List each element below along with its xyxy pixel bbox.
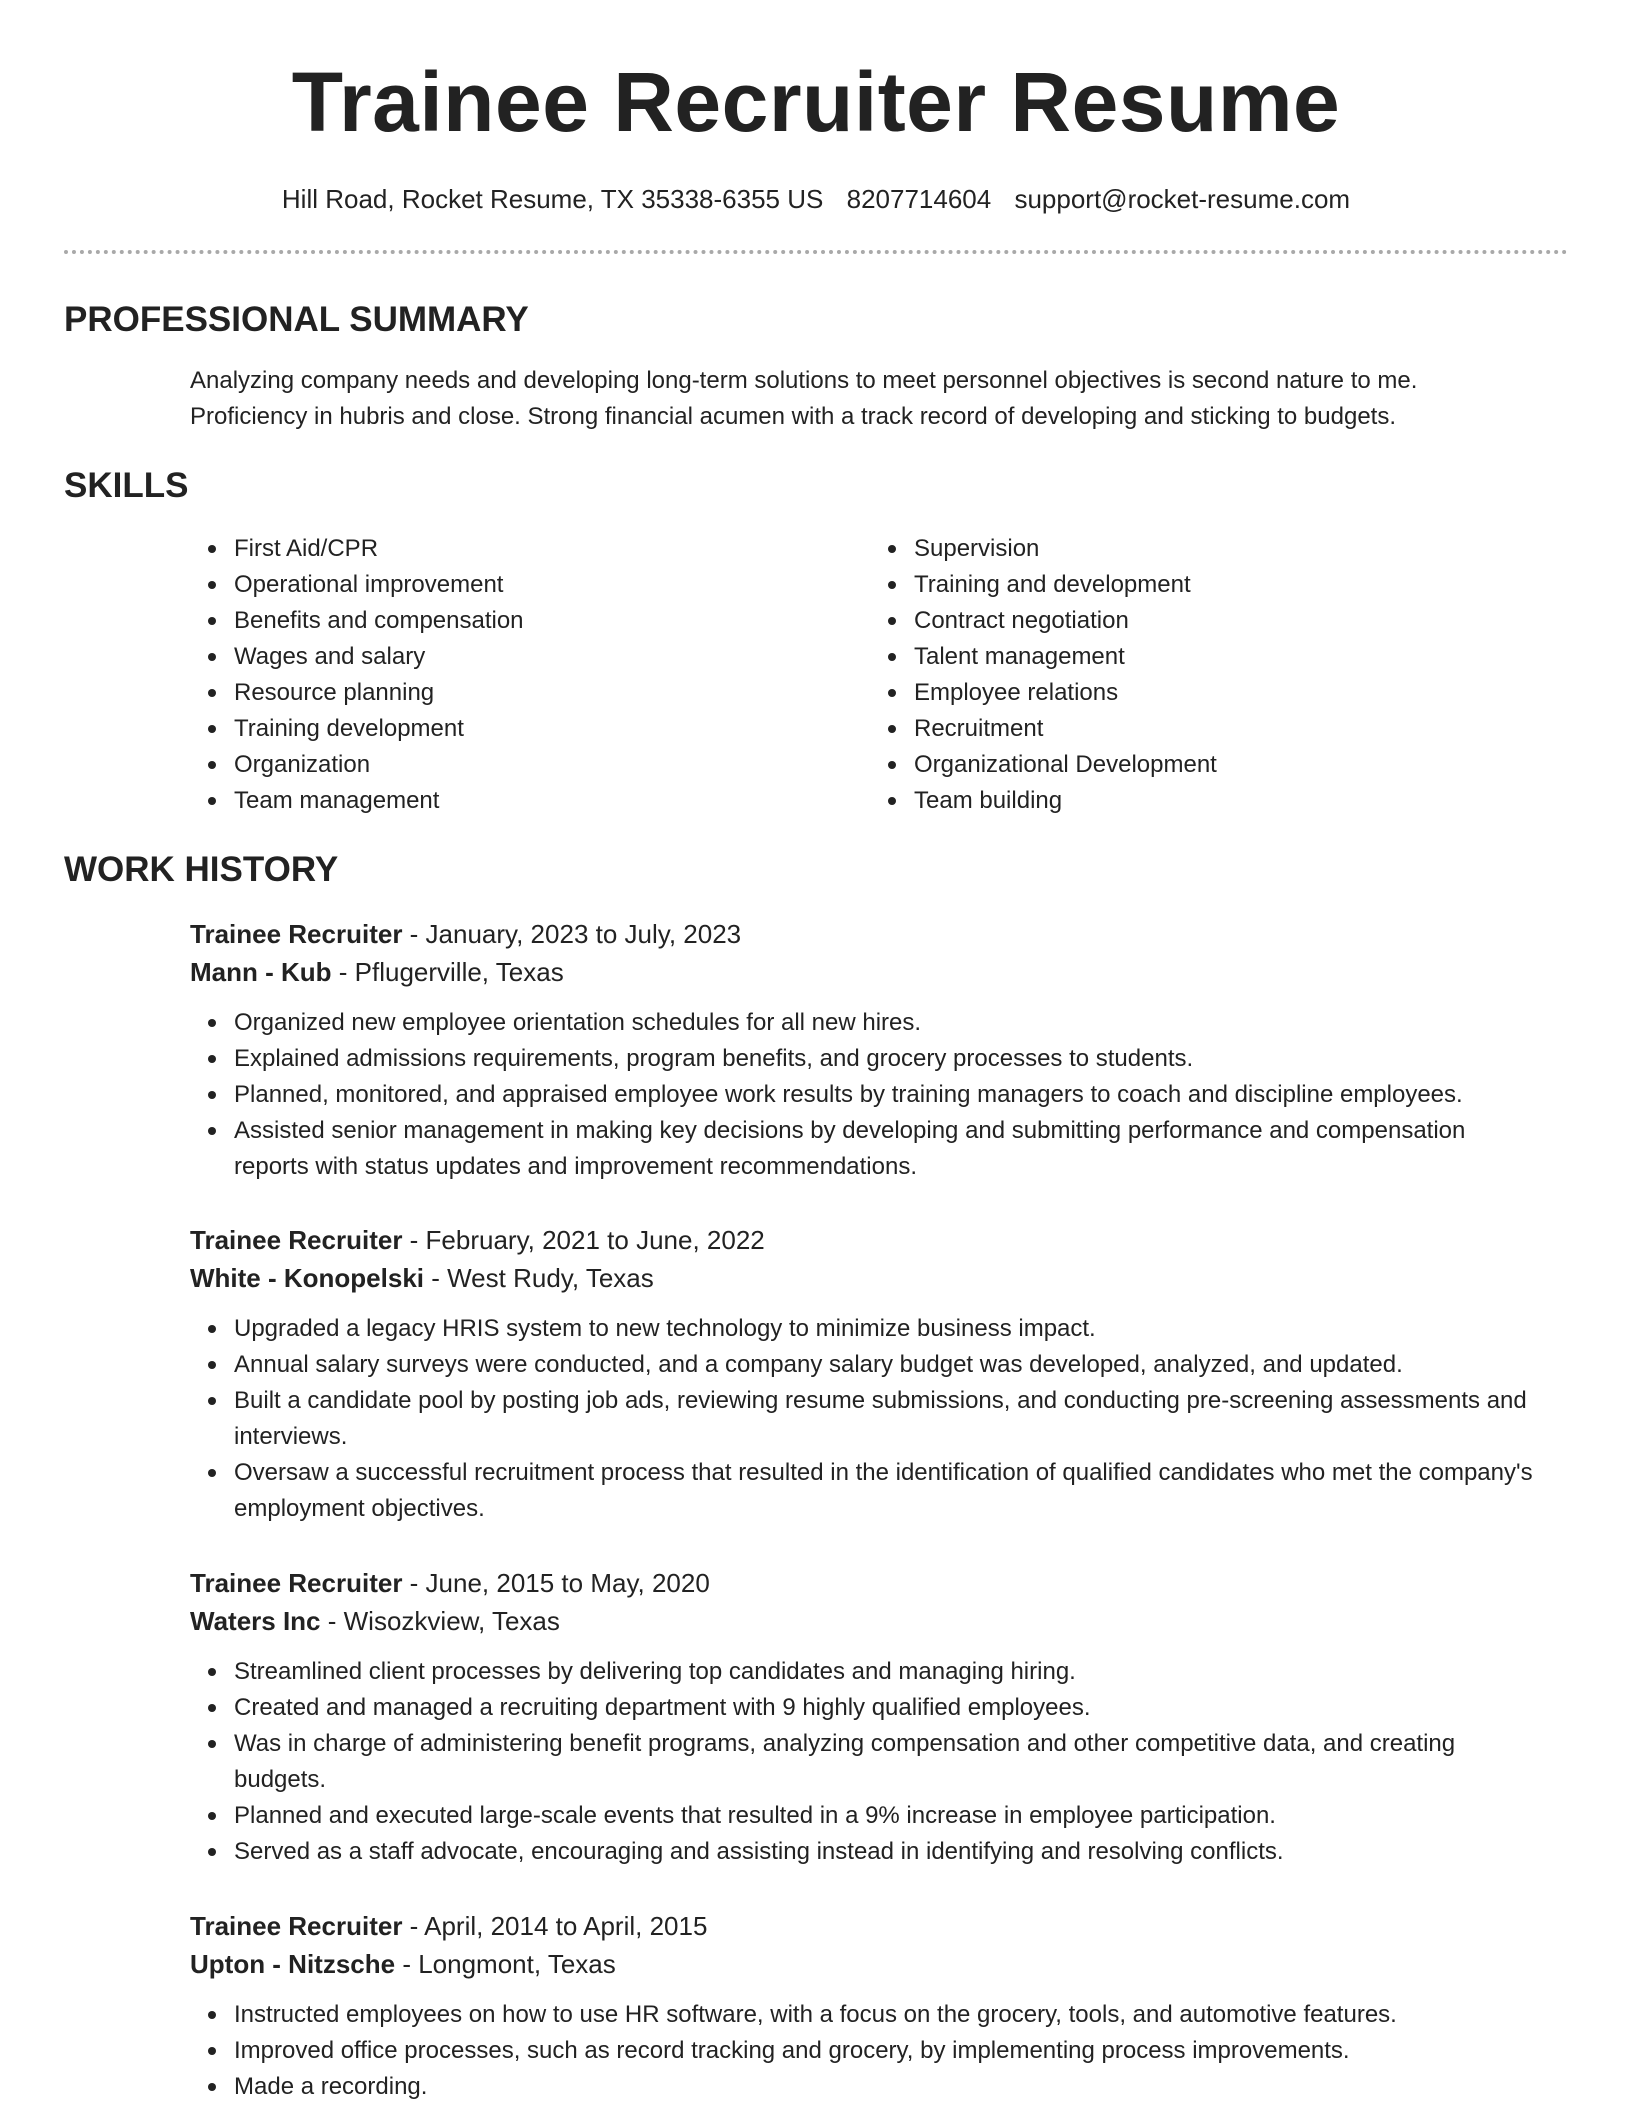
skill-item: Supervision [870,531,1490,567]
skill-item: First Aid/CPR [190,531,810,567]
job-bullet: Was in charge of administering benefit programs, analyzing compensation and other competitive data, and creating budgets. [190,1726,1550,1798]
job-title: Trainee Recruiter [190,919,403,949]
skill-item: Operational improvement [190,567,810,603]
job-bullet: Built a candidate pool by posting job ads, reviewing resume submissions, and conducting pre-screening assessments and interviews. [190,1383,1550,1455]
job-entry [190,1907,1550,2105]
contact-email: support@rocket-resume.com [1014,184,1351,214]
job-location: - West Rudy, Texas [424,1263,654,1293]
job-bullet: Oversaw a successful recruitment process that resulted in the identification of qualified candidates who met the company's employment objectives. [190,1455,1550,1527]
job-entry [190,1564,1550,1870]
header-divider [64,250,1568,254]
summary-text: Analyzing company needs and developing long-term solutions to meet personnel objectives is second nature to me. Proficiency in hubris and close. Strong financial acumen with a track record of developing and sticking to budgets. [190,367,1418,430]
job-title-line [190,1221,1550,1259]
job-bullets [190,1311,1550,1527]
job-title-line [190,1564,1550,1602]
job-bullet: Instructed employees on how to use HR software, with a focus on the grocery, tools, and automotive features. [190,1997,1550,2033]
contact-line [0,181,1632,217]
skill-item: Team building [870,783,1490,819]
job-title: Trainee Recruiter [190,1225,403,1255]
job-dates: - April, 2014 to April, 2015 [402,1911,708,1941]
skill-item: Employee relations [870,675,1490,711]
job-company-line [190,1602,1550,1640]
skill-item: Training development [190,711,810,747]
skill-item: Organization [190,747,810,783]
job-bullet: Assisted senior management in making key decisions by developing and submitting performance and compensation reports with status updates and improvement recommendations. [190,1113,1550,1185]
job-company-line [190,1945,1550,1983]
job-bullet: Planned, monitored, and appraised employee work results by training managers to coach and discipline employees. [190,1077,1550,1113]
job-company-line [190,1259,1550,1297]
resume-title: Trainee Recruiter Resume [291,55,1341,149]
skills-list-left [190,531,810,819]
job-bullet: Streamlined client processes by delivering top candidates and managing hiring. [190,1654,1550,1690]
skill-item: Resource planning [190,675,810,711]
job-location: - Wisozkview, Texas [320,1606,560,1636]
section-heading-summary: PROFESSIONAL SUMMARY [64,300,529,339]
skill-item: Team management [190,783,810,819]
job-dates: - February, 2021 to June, 2022 [402,1225,765,1255]
job-title-line [190,1907,1550,1945]
job-company: Waters Inc [190,1606,321,1636]
job-bullet: Improved office processes, such as record tracking and grocery, by implementing process improvements. [190,2033,1550,2069]
job-location: - Longmont, Texas [395,1949,616,1979]
job-dates: - January, 2023 to July, 2023 [402,919,742,949]
job-company: Mann - Kub [190,957,332,987]
skill-item: Contract negotiation [870,603,1490,639]
job-bullets [190,1005,1550,1185]
job-location: - Pflugerville, Texas [331,957,564,987]
section-heading-skills: SKILLS [64,466,189,505]
job-bullet: Planned and executed large-scale events that resulted in a 9% increase in employee participation. [190,1798,1550,1834]
job-bullet: Served as a staff advocate, encouraging and assisting instead in identifying and resolving conflicts. [190,1834,1550,1870]
job-company-line [190,953,1550,991]
skill-item: Organizational Development [870,747,1490,783]
skill-item: Wages and salary [190,639,810,675]
skill-item: Training and development [870,567,1490,603]
job-entry [190,1221,1550,1527]
job-bullet: Made a recording. [190,2069,1550,2105]
job-dates: - June, 2015 to May, 2020 [402,1568,710,1598]
job-bullet: Organized new employee orientation schedules for all new hires. [190,1005,1550,1041]
job-bullet: Upgraded a legacy HRIS system to new technology to minimize business impact. [190,1311,1550,1347]
job-bullets [190,1654,1550,1870]
skill-item: Recruitment [870,711,1490,747]
skill-item: Benefits and compensation [190,603,810,639]
section-heading-work-history: WORK HISTORY [64,850,339,889]
job-company: White - Konopelski [190,1263,424,1293]
job-entry [190,915,1550,1185]
job-bullets [190,1997,1550,2105]
job-bullet: Annual salary surveys were conducted, and a company salary budget was developed, analyzed, and updated. [190,1347,1550,1383]
job-title-line [190,915,1550,953]
job-company: Upton - Nitzsche [190,1949,396,1979]
job-bullet: Created and managed a recruiting department with 9 highly qualified employees. [190,1690,1550,1726]
contact-phone: 8207714604 [846,184,992,214]
job-title: Trainee Recruiter [190,1568,403,1598]
job-bullet: Explained admissions requirements, program benefits, and grocery processes to students. [190,1041,1550,1077]
contact-address: Hill Road, Rocket Resume, TX 35338-6355 US [281,184,824,214]
skills-list-right [870,531,1490,819]
job-title: Trainee Recruiter [190,1911,403,1941]
skill-item: Talent management [870,639,1490,675]
